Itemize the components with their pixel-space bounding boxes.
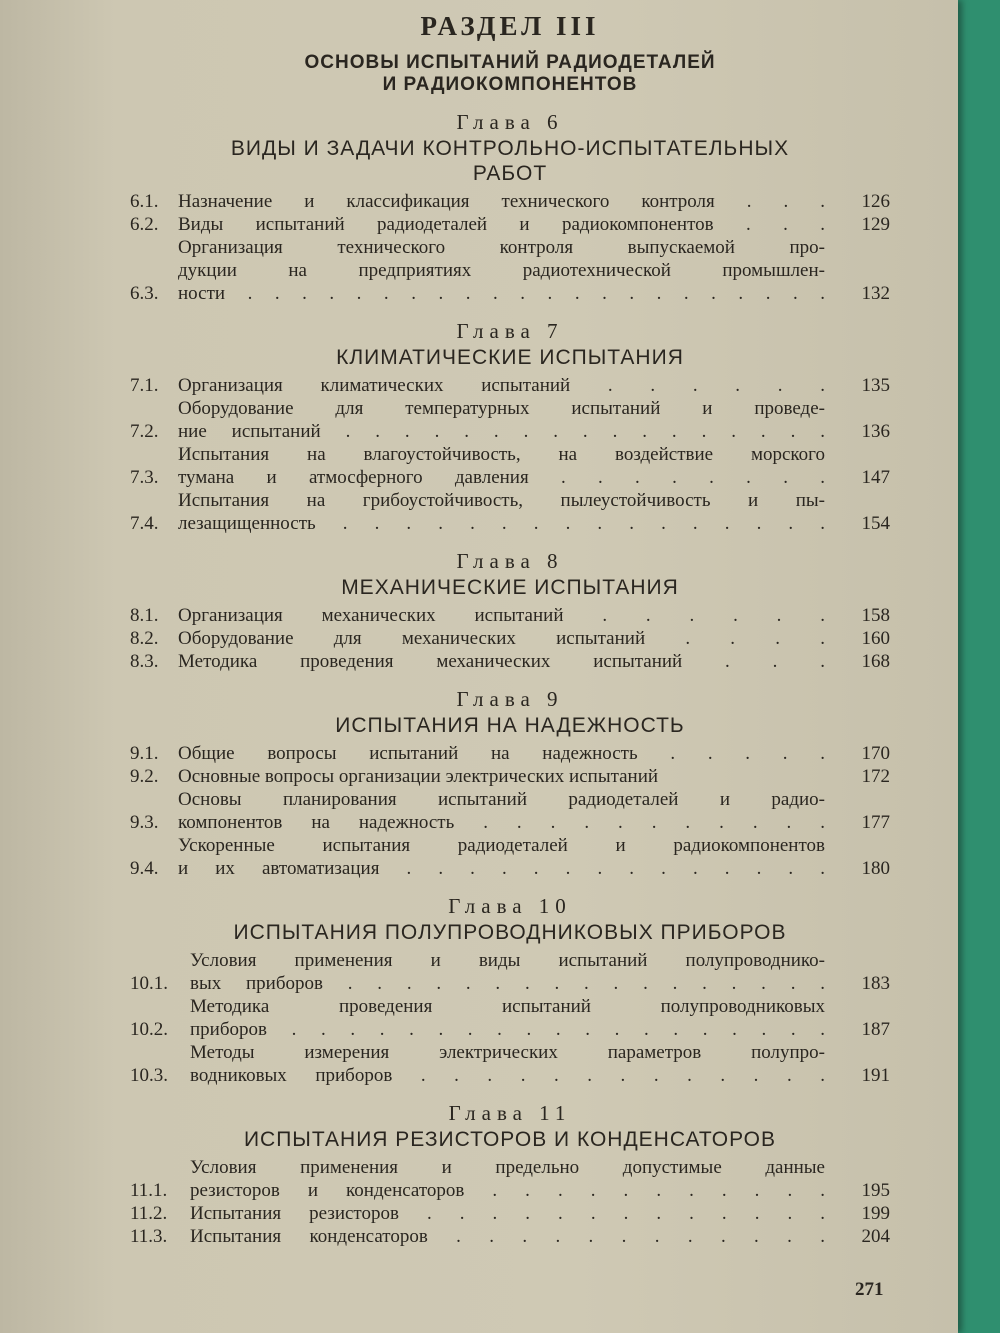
toc-entry-line: Организация механических испытаний . . . . . .: [178, 605, 825, 626]
toc-entry: [130, 834, 890, 880]
toc-entry-number: 11.3.: [130, 1226, 168, 1247]
toc-entry-line: тумана и атмосферного давления . . . . . . . .: [178, 467, 825, 488]
toc-entry-page: 132: [861, 283, 890, 304]
toc-entry-text: [190, 1225, 835, 1248]
toc-entry: [130, 236, 890, 305]
toc-entry-text: [178, 443, 835, 489]
toc-entry: [130, 1225, 890, 1248]
toc-entry-line: Методы измерения электрических параметров полупро-: [190, 1042, 825, 1063]
toc-entry-number: 7.3.: [130, 467, 159, 488]
chapter-label: Глава 6: [456, 110, 564, 134]
toc-entry-number: 6.2.: [130, 214, 159, 235]
toc-entry-text: [178, 604, 835, 627]
toc-entry-number: 7.4.: [130, 513, 159, 534]
toc-entry-line: водниковых приборов . . . . . . . . . . . . .: [190, 1065, 825, 1086]
toc-entry-line: ние испытаний . . . . . . . . . . . . . . . . .: [178, 421, 825, 442]
toc-entry-text: [178, 213, 835, 236]
chapter: [130, 110, 890, 305]
chapter: [130, 1101, 890, 1248]
toc-entry: [130, 1041, 890, 1087]
chapter-list: [130, 110, 890, 1248]
toc-entry-line: Испытания на грибоустойчивость, пылеустойчивость и пы-: [178, 490, 825, 511]
toc-entry-page: 135: [861, 375, 890, 396]
toc-entry-number: 6.1.: [130, 191, 159, 212]
toc-entry-text: [178, 650, 835, 673]
toc-entry-line: Назначение и классификация технического контроля . . .: [178, 191, 825, 212]
toc-entry-line: компонентов на надежность . . . . . . . . . . .: [178, 812, 825, 833]
toc-entry-page: 183: [861, 973, 890, 994]
toc-entry-number: 10.1.: [130, 973, 168, 994]
toc-entry: [130, 397, 890, 443]
toc-entry-line: Условия применения и виды испытаний полупроводнико-: [190, 950, 825, 971]
toc-entry-text: [178, 834, 835, 880]
chapter-label: Глава 11: [448, 1101, 572, 1125]
toc-entry-line: Основные вопросы организации электрических испытаний: [178, 766, 659, 787]
toc-entry-number: 10.3.: [130, 1065, 168, 1086]
toc-entry-page: 160: [861, 628, 890, 649]
toc-entry-line: Основы планирования испытаний радиодеталей и радио-: [178, 789, 825, 810]
chapter-label: Глава 9: [456, 687, 564, 711]
toc-entry-text: [178, 236, 835, 305]
toc-entry-line: Организация технического контроля выпускаемой про-: [178, 237, 825, 258]
chapter-title-line: ИСПЫТАНИЯ РЕЗИСТОРОВ И КОНДЕНСАТОРОВ: [243, 1128, 777, 1151]
toc-entry-text: [178, 374, 835, 397]
toc-entry-number: 9.1.: [130, 743, 159, 764]
toc-entry-page: 168: [861, 651, 890, 672]
toc-entry-number: 8.1.: [130, 605, 159, 626]
chapter: [130, 549, 890, 673]
toc-entry-line: Общие вопросы испытаний на надежность . . . . .: [178, 743, 825, 764]
section-subtitle-line: И РАДИОКОМПОНЕНТОВ: [382, 74, 638, 95]
chapter-label: Глава 8: [456, 549, 564, 573]
chapter-title: [130, 345, 890, 370]
toc-entry-page: 170: [861, 743, 890, 764]
section-subtitle: [130, 52, 890, 96]
section-title: РАЗДЕЛ III: [420, 11, 600, 41]
toc-entry-line: Методика проведения испытаний полупроводниковых: [190, 996, 825, 1017]
toc-entry-text: [178, 397, 835, 443]
toc-entry-page: 177: [861, 812, 890, 833]
toc-entry-line: Ускоренные испытания радиодеталей и радиокомпонентов: [178, 835, 825, 856]
toc-entry: [130, 995, 890, 1041]
toc-entry-text: [190, 1202, 835, 1225]
toc-entry-page: 172: [861, 766, 890, 787]
toc-entry-page: 191: [861, 1065, 890, 1086]
toc-entry: [130, 374, 890, 397]
toc-entry-text: [178, 788, 835, 834]
toc-entry-line: лезащищенность . . . . . . . . . . . . . . . .: [178, 513, 825, 534]
toc-entry-line: Условия применения и предельно допустимые данные: [190, 1157, 825, 1178]
toc-entry-number: 7.1.: [130, 375, 159, 396]
toc-entry-line: резисторов и конденсаторов . . . . . . . . . . .: [190, 1180, 825, 1201]
chapter: [130, 687, 890, 880]
toc-entry-text: [178, 742, 835, 765]
toc-entry-number: 8.2.: [130, 628, 159, 649]
chapter-title-line: РАБОТ: [472, 162, 548, 185]
toc-entry-number: 10.2.: [130, 1019, 168, 1040]
toc-entry-number: 9.2.: [130, 766, 159, 787]
toc-entry: [130, 949, 890, 995]
toc-entry: [130, 742, 890, 765]
toc-entry-line: Испытания резисторов . . . . . . . . . . . . .: [190, 1203, 825, 1224]
toc-entry-number: 6.3.: [130, 283, 159, 304]
toc-entry: [130, 213, 890, 236]
toc-entry: [130, 627, 890, 650]
toc-entry-text: [178, 190, 835, 213]
toc-entry-number: 9.4.: [130, 858, 159, 879]
toc-entry-number: 9.3.: [130, 812, 159, 833]
chapter-title-line: ВИДЫ И ЗАДАЧИ КОНТРОЛЬНО-ИСПЫТАТЕЛЬНЫХ: [230, 137, 790, 160]
toc-entry-page: 204: [861, 1226, 890, 1247]
chapter-label: Глава 10: [448, 894, 572, 918]
toc-entry-text: [190, 1041, 835, 1087]
page-number: 271: [855, 1279, 884, 1300]
toc-entry-line: дукции на предприятиях радиотехнической промышлен-: [178, 260, 825, 281]
toc-entry-line: Испытания на влагоустойчивость, на воздействие морского: [178, 444, 825, 465]
toc-entry-text: [178, 765, 835, 788]
toc-entry: [130, 443, 890, 489]
toc-entry-line: вых приборов . . . . . . . . . . . . . . . . .: [190, 973, 825, 994]
toc-entry: [130, 765, 890, 788]
chapter-title: [130, 575, 890, 600]
toc-entry-text: [190, 1156, 835, 1202]
toc-entry-page: 154: [861, 513, 890, 534]
toc-entry: [130, 1156, 890, 1202]
toc-entry-page: 136: [861, 421, 890, 442]
toc-entry-line: Испытания конденсаторов . . . . . . . . . . . .: [190, 1226, 825, 1247]
toc-entry-line: и их автоматизация . . . . . . . . . . . . . .: [178, 858, 825, 879]
chapter: [130, 319, 890, 535]
toc-entry-page: 195: [861, 1180, 890, 1201]
toc-entry-line: Оборудование для температурных испытаний и проведе-: [178, 398, 825, 419]
toc-entry: [130, 650, 890, 673]
toc-entry-text: [190, 995, 835, 1041]
toc-entry-number: 11.1.: [130, 1180, 168, 1201]
toc-entry: [130, 190, 890, 213]
chapter-title-line: ИСПЫТАНИЯ НА НАДЕЖНОСТЬ: [335, 714, 685, 737]
toc-entry: [130, 604, 890, 627]
toc-entry: [130, 788, 890, 834]
table-of-contents: [130, 8, 890, 1248]
toc-entry-line: Оборудование для механических испытаний . . . .: [178, 628, 825, 649]
chapter-title: [130, 713, 890, 738]
toc-entry-page: 187: [861, 1019, 890, 1040]
section-subtitle-line: ОСНОВЫ ИСПЫТАНИЙ РАДИОДЕТАЛЕЙ: [304, 52, 716, 73]
toc-entry-page: 158: [861, 605, 890, 626]
chapter-label: Глава 7: [456, 319, 564, 343]
toc-entry-number: 8.3.: [130, 651, 159, 672]
chapter-title: [130, 1127, 890, 1152]
toc-entry-text: [178, 489, 835, 535]
toc-entry-line: Организация климатических испытаний . . . . . .: [178, 375, 825, 396]
toc-entry: [130, 1202, 890, 1225]
chapter: [130, 894, 890, 1087]
toc-entry: [130, 489, 890, 535]
chapter-title-line: МЕХАНИЧЕСКИЕ ИСПЫТАНИЯ: [341, 576, 679, 599]
toc-entry-page: 199: [861, 1203, 890, 1224]
toc-entry-line: Методика проведения механических испытаний . . .: [178, 651, 825, 672]
toc-entry-page: 147: [861, 467, 890, 488]
toc-entry-text: [178, 627, 835, 650]
toc-entry-page: 126: [861, 191, 890, 212]
chapter-title: [130, 136, 890, 186]
toc-entry-number: 7.2.: [130, 421, 159, 442]
chapter-title-line: ИСПЫТАНИЯ ПОЛУПРОВОДНИКОВЫХ ПРИБОРОВ: [233, 921, 787, 944]
toc-entry-line: Виды испытаний радиодеталей и радиокомпонентов . . .: [178, 214, 825, 235]
toc-entry-line: приборов . . . . . . . . . . . . . . . . . . .: [190, 1019, 825, 1040]
chapter-title-line: КЛИМАТИЧЕСКИЕ ИСПЫТАНИЯ: [336, 346, 684, 369]
toc-entry-page: 180: [861, 858, 890, 879]
toc-entry-page: 129: [861, 214, 890, 235]
chapter-title: [130, 920, 890, 945]
toc-entry-line: ности . . . . . . . . . . . . . . . . . . . . . .: [178, 283, 825, 304]
toc-entry-number: 11.2.: [130, 1203, 168, 1224]
toc-entry-text: [190, 949, 835, 995]
